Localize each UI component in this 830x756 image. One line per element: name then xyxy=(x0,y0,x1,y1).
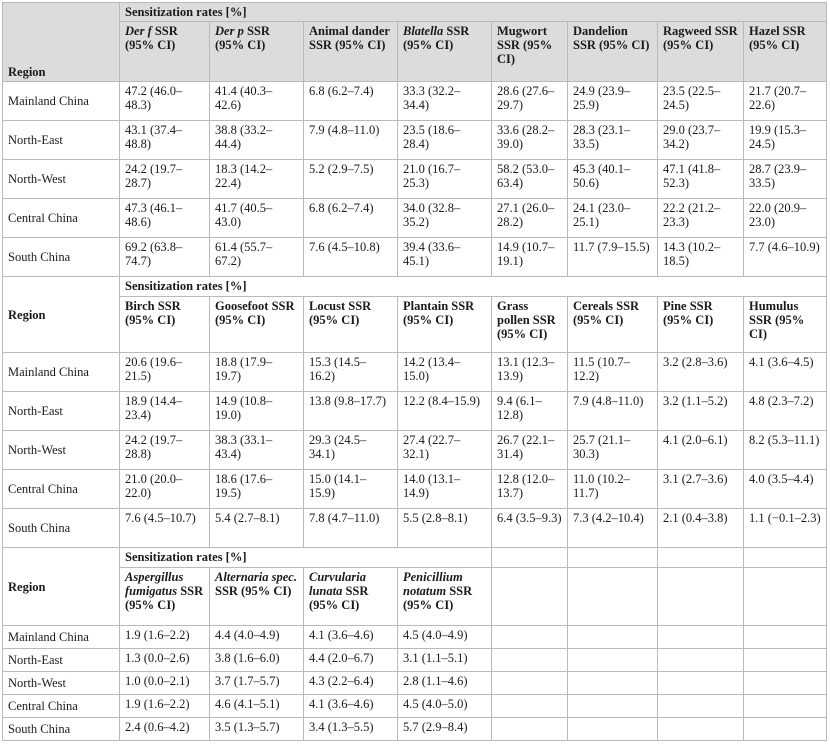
rate-value: 4.4 (2.0–6.7) xyxy=(304,649,398,672)
rate-value: 22.0 (20.9–23.0) xyxy=(744,199,827,238)
sensitization-table xyxy=(2,2,827,741)
rate-value: 15.3 (14.5–16.2) xyxy=(304,353,398,392)
column-header-text: SSR (95% CI) xyxy=(215,584,292,598)
table-row xyxy=(3,718,827,741)
region-name: Mainland China xyxy=(3,82,120,121)
region-name: Mainland China xyxy=(3,626,120,649)
table-row xyxy=(3,238,827,277)
region-header: Region xyxy=(3,548,120,626)
rate-value: 4.8 (2.3–7.2) xyxy=(744,392,827,431)
rate-value: 5.5 (2.8–8.1) xyxy=(398,509,492,548)
column-header xyxy=(304,297,398,353)
section-1-label-row xyxy=(3,3,827,22)
rate-value: 7.8 (4.7–11.0) xyxy=(304,509,398,548)
rate-value: 58.2 (53.0–63.4) xyxy=(492,160,568,199)
rate-value: 33.6 (28.2–39.0) xyxy=(492,121,568,160)
column-header xyxy=(304,568,398,626)
column-header-text: Grass pollen SSR (95% CI) xyxy=(497,299,556,341)
empty-cell xyxy=(658,649,744,672)
column-header-text: SSR (95% CI) xyxy=(403,24,470,52)
column-header xyxy=(568,297,658,353)
section-3-column-headers xyxy=(3,568,827,626)
empty-cell xyxy=(658,672,744,695)
column-header-italic: Der p xyxy=(215,24,244,38)
empty-cell xyxy=(744,626,827,649)
table-row xyxy=(3,431,827,470)
empty-cell xyxy=(492,568,568,626)
rate-value: 19.9 (15.3–24.5) xyxy=(744,121,827,160)
rate-value: 18.8 (17.9–19.7) xyxy=(210,353,304,392)
rate-value: 27.1 (26.0–28.2) xyxy=(492,199,568,238)
column-header xyxy=(210,22,304,82)
rate-value: 39.4 (33.6–45.1) xyxy=(398,238,492,277)
column-header-text: Pine SSR (95% CI) xyxy=(663,299,714,327)
column-header-text: SSR (95% CI) xyxy=(403,584,473,612)
empty-cell xyxy=(568,548,658,568)
table-row xyxy=(3,695,827,718)
rate-value: 41.4 (40.3–42.6) xyxy=(210,82,304,121)
rate-value: 12.2 (8.4–15.9) xyxy=(398,392,492,431)
column-header-italic: Curvularia lunata xyxy=(309,570,366,598)
region-name: North-East xyxy=(3,121,120,160)
rate-value: 28.7 (23.9–33.5) xyxy=(744,160,827,199)
rate-value: 8.2 (5.3–11.1) xyxy=(744,431,827,470)
column-header xyxy=(492,22,568,82)
rate-value: 24.9 (23.9–25.9) xyxy=(568,82,658,121)
rate-value: 47.2 (46.0–48.3) xyxy=(120,82,210,121)
rate-value: 2.8 (1.1–4.6) xyxy=(398,672,492,695)
rate-value: 3.7 (1.7–5.7) xyxy=(210,672,304,695)
column-header-text: Goosefoot SSR (95% CI) xyxy=(215,299,295,327)
column-header-text: SSR (95% CI) xyxy=(215,24,270,52)
column-header-italic: Penicillium notatum xyxy=(403,570,463,598)
empty-cell xyxy=(568,672,658,695)
column-header-text: Mugwort SSR (95% CI) xyxy=(497,24,553,66)
rate-value: 24.2 (19.7–28.7) xyxy=(120,160,210,199)
rate-value: 1.3 (0.0–2.6) xyxy=(120,649,210,672)
region-name: North-East xyxy=(3,649,120,672)
rate-value: 7.9 (4.8–11.0) xyxy=(568,392,658,431)
rate-value: 34.0 (32.8–35.2) xyxy=(398,199,492,238)
table-row xyxy=(3,392,827,431)
rate-value: 1.0 (0.0–2.1) xyxy=(120,672,210,695)
column-header-text: Dandelion SSR (95% CI) xyxy=(573,24,650,52)
rate-value: 14.3 (10.2–18.5) xyxy=(658,238,744,277)
rate-value: 18.6 (17.6–19.5) xyxy=(210,470,304,509)
rate-value: 3.1 (1.1–5.1) xyxy=(398,649,492,672)
rate-value: 7.6 (4.5–10.7) xyxy=(120,509,210,548)
empty-cell xyxy=(492,649,568,672)
column-header-italic: Blatella xyxy=(403,24,444,38)
region-name: South China xyxy=(3,718,120,741)
table-row xyxy=(3,626,827,649)
rate-value: 26.7 (22.1–31.4) xyxy=(492,431,568,470)
empty-cell xyxy=(744,672,827,695)
table-row xyxy=(3,199,827,238)
rate-value: 20.6 (19.6–21.5) xyxy=(120,353,210,392)
rate-value: 7.6 (4.5–10.8) xyxy=(304,238,398,277)
region-name: South China xyxy=(3,509,120,548)
column-header xyxy=(658,22,744,82)
column-header xyxy=(210,297,304,353)
table-row xyxy=(3,672,827,695)
column-header-text: SSR (95% CI) xyxy=(125,24,178,52)
rate-value: 25.7 (21.1–30.3) xyxy=(568,431,658,470)
region-name: Central China xyxy=(3,199,120,238)
rate-value: 24.1 (23.0–25.1) xyxy=(568,199,658,238)
rate-value: 21.0 (16.7–25.3) xyxy=(398,160,492,199)
rate-value: 29.3 (24.5–34.1) xyxy=(304,431,398,470)
empty-cell xyxy=(568,649,658,672)
column-header xyxy=(120,22,210,82)
rate-value: 18.3 (14.2–22.4) xyxy=(210,160,304,199)
rate-value: 4.4 (4.0–4.9) xyxy=(210,626,304,649)
rate-value: 21.0 (20.0–22.0) xyxy=(120,470,210,509)
column-header-text: Hazel SSR (95% CI) xyxy=(749,24,806,52)
rate-value: 13.1 (12.3–13.9) xyxy=(492,353,568,392)
rate-value: 47.3 (46.1–48.6) xyxy=(120,199,210,238)
sensitization-rates-label: Sensitization rates [%] xyxy=(120,548,492,568)
column-header-text: Birch SSR (95% CI) xyxy=(125,299,181,327)
rate-value: 24.2 (19.7–28.8) xyxy=(120,431,210,470)
rate-value: 21.7 (20.7–22.6) xyxy=(744,82,827,121)
rate-value: 1.1 (−0.1–2.3) xyxy=(744,509,827,548)
rate-value: 5.2 (2.9–7.5) xyxy=(304,160,398,199)
section-1-column-headers xyxy=(3,22,827,82)
rate-value: 9.4 (6.1–12.8) xyxy=(492,392,568,431)
empty-cell xyxy=(744,718,827,741)
column-header xyxy=(492,297,568,353)
table-row xyxy=(3,353,827,392)
rate-value: 14.0 (13.1–14.9) xyxy=(398,470,492,509)
region-name: North-West xyxy=(3,160,120,199)
rate-value: 3.1 (2.7–3.6) xyxy=(658,470,744,509)
rate-value: 14.9 (10.8–19.0) xyxy=(210,392,304,431)
rate-value: 3.8 (1.6–6.0) xyxy=(210,649,304,672)
rate-value: 38.3 (33.1–43.4) xyxy=(210,431,304,470)
region-name: Mainland China xyxy=(3,353,120,392)
column-header-italic: Alternaria spec. xyxy=(215,570,297,584)
column-header xyxy=(120,568,210,626)
region-header: Region xyxy=(3,3,120,82)
sensitization-rates-label: Sensitization rates [%] xyxy=(120,277,827,297)
column-header xyxy=(304,22,398,82)
rate-value: 11.5 (10.7–12.2) xyxy=(568,353,658,392)
rate-value: 23.5 (22.5–24.5) xyxy=(658,82,744,121)
rate-value: 3.5 (1.3–5.7) xyxy=(210,718,304,741)
empty-cell xyxy=(568,568,658,626)
empty-cell xyxy=(658,626,744,649)
empty-cell xyxy=(568,626,658,649)
region-name: North-West xyxy=(3,672,120,695)
column-header xyxy=(744,22,827,82)
rate-value: 3.2 (2.8–3.6) xyxy=(658,353,744,392)
rate-value: 7.7 (4.6–10.9) xyxy=(744,238,827,277)
region-name: North-West xyxy=(3,431,120,470)
rate-value: 6.8 (6.2–7.4) xyxy=(304,199,398,238)
empty-cell xyxy=(658,568,744,626)
rate-value: 4.1 (3.6–4.6) xyxy=(304,626,398,649)
empty-cell xyxy=(492,695,568,718)
rate-value: 47.1 (41.8–52.3) xyxy=(658,160,744,199)
rate-value: 4.6 (4.1–5.1) xyxy=(210,695,304,718)
empty-cell xyxy=(744,695,827,718)
region-name: Central China xyxy=(3,470,120,509)
column-header xyxy=(568,22,658,82)
region-header: Region xyxy=(3,277,120,353)
rate-value: 1.9 (1.6–2.2) xyxy=(120,695,210,718)
empty-cell xyxy=(658,548,744,568)
rate-value: 14.9 (10.7–19.1) xyxy=(492,238,568,277)
section-3-label-row xyxy=(3,548,827,568)
column-header-text: SSR (95% CI) xyxy=(309,584,369,612)
rate-value: 41.7 (40.5–43.0) xyxy=(210,199,304,238)
empty-cell xyxy=(492,672,568,695)
empty-cell xyxy=(744,649,827,672)
region-name: Central China xyxy=(3,695,120,718)
column-header-text: Locust SSR (95% CI) xyxy=(309,299,372,327)
column-header-text: Animal dander SSR (95% CI) xyxy=(309,24,390,52)
table-row xyxy=(3,82,827,121)
rate-value: 28.3 (23.1–33.5) xyxy=(568,121,658,160)
rate-value: 29.0 (23.7–34.2) xyxy=(658,121,744,160)
rate-value: 3.4 (1.3–5.5) xyxy=(304,718,398,741)
empty-cell xyxy=(568,695,658,718)
empty-cell xyxy=(658,718,744,741)
empty-cell xyxy=(744,568,827,626)
rate-value: 14.2 (13.4–15.0) xyxy=(398,353,492,392)
rate-value: 4.1 (2.0–6.1) xyxy=(658,431,744,470)
rate-value: 4.5 (4.0–4.9) xyxy=(398,626,492,649)
rate-value: 4.0 (3.5–4.4) xyxy=(744,470,827,509)
rate-value: 38.8 (33.2–44.4) xyxy=(210,121,304,160)
empty-cell xyxy=(492,626,568,649)
rate-value: 45.3 (40.1–50.6) xyxy=(568,160,658,199)
table-row xyxy=(3,509,827,548)
rate-value: 12.8 (12.0–13.7) xyxy=(492,470,568,509)
rate-value: 69.2 (63.8–74.7) xyxy=(120,238,210,277)
section-2-column-headers xyxy=(3,297,827,353)
rate-value: 4.1 (3.6–4.5) xyxy=(744,353,827,392)
column-header-italic: Der f xyxy=(125,24,152,38)
table-row xyxy=(3,649,827,672)
section-2-label-row xyxy=(3,277,827,297)
rate-value: 11.0 (10.2–11.7) xyxy=(568,470,658,509)
rate-value: 23.5 (18.6–28.4) xyxy=(398,121,492,160)
column-header-italic: Aspergillus fumigatus xyxy=(125,570,184,598)
column-header-text: SSR (95% CI) xyxy=(125,584,204,612)
column-header xyxy=(744,297,827,353)
rate-value: 15.0 (14.1–15.9) xyxy=(304,470,398,509)
rate-value: 3.2 (1.1–5.2) xyxy=(658,392,744,431)
rate-value: 2.4 (0.6–4.2) xyxy=(120,718,210,741)
empty-cell xyxy=(492,548,568,568)
rate-value: 28.6 (27.6–29.7) xyxy=(492,82,568,121)
rate-value: 7.9 (4.8–11.0) xyxy=(304,121,398,160)
column-header xyxy=(398,568,492,626)
rate-value: 7.3 (4.2–10.4) xyxy=(568,509,658,548)
column-header-text: Humulus SSR (95% CI) xyxy=(749,299,805,341)
column-header xyxy=(658,297,744,353)
rate-value: 27.4 (22.7–32.1) xyxy=(398,431,492,470)
rate-value: 1.9 (1.6–2.2) xyxy=(120,626,210,649)
table-row xyxy=(3,470,827,509)
rate-value: 5.4 (2.7–8.1) xyxy=(210,509,304,548)
rate-value: 61.4 (55.7–67.2) xyxy=(210,238,304,277)
empty-cell xyxy=(658,695,744,718)
column-header xyxy=(210,568,304,626)
empty-cell xyxy=(568,718,658,741)
rate-value: 5.7 (2.9–8.4) xyxy=(398,718,492,741)
region-name: South China xyxy=(3,238,120,277)
rate-value: 6.4 (3.5–9.3) xyxy=(492,509,568,548)
sensitization-rates-label: Sensitization rates [%] xyxy=(120,3,827,22)
rate-value: 4.1 (3.6–4.6) xyxy=(304,695,398,718)
rate-value: 33.3 (32.2–34.4) xyxy=(398,82,492,121)
rate-value: 18.9 (14.4–23.4) xyxy=(120,392,210,431)
column-header-text: Ragweed SSR (95% CI) xyxy=(663,24,738,52)
rate-value: 11.7 (7.9–15.5) xyxy=(568,238,658,277)
rate-value: 2.1 (0.4–3.8) xyxy=(658,509,744,548)
rate-value: 4.3 (2.2–6.4) xyxy=(304,672,398,695)
empty-cell xyxy=(744,548,827,568)
column-header-text: Plantain SSR (95% CI) xyxy=(403,299,475,327)
rate-value: 4.5 (4.0–5.0) xyxy=(398,695,492,718)
rate-value: 6.8 (6.2–7.4) xyxy=(304,82,398,121)
column-header-text: Cereals SSR (95% CI) xyxy=(573,299,640,327)
column-header xyxy=(120,297,210,353)
table-row xyxy=(3,121,827,160)
table-row xyxy=(3,160,827,199)
rate-value: 13.8 (9.8–17.7) xyxy=(304,392,398,431)
empty-cell xyxy=(492,718,568,741)
column-header xyxy=(398,297,492,353)
rate-value: 22.2 (21.2–23.3) xyxy=(658,199,744,238)
rate-value: 43.1 (37.4–48.8) xyxy=(120,121,210,160)
region-name: North-East xyxy=(3,392,120,431)
column-header xyxy=(398,22,492,82)
